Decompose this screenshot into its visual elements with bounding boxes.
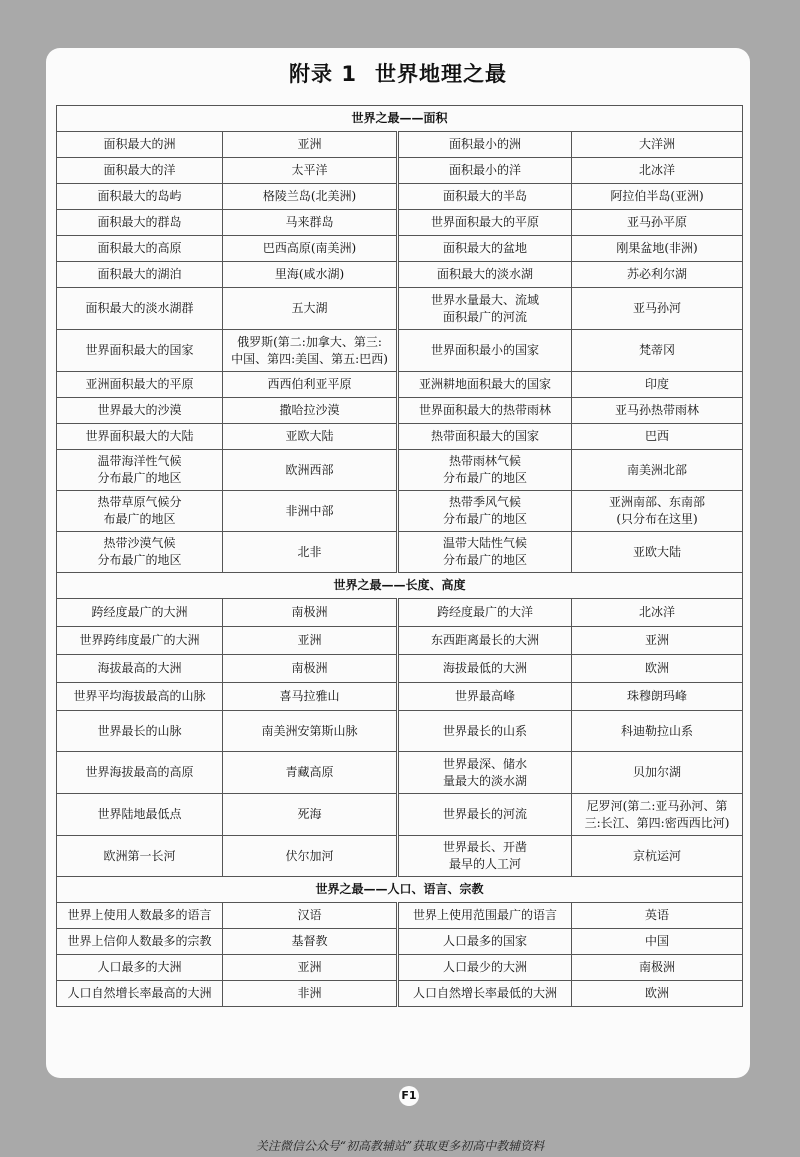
- record-label-cell: 面积最大的洲: [57, 132, 223, 158]
- table-row: [57, 398, 743, 424]
- record-label-cell: 面积最大的群岛: [57, 210, 223, 236]
- record-value-cell: 亚洲南部、东南部 (只分布在这里): [572, 491, 743, 532]
- record-label-cell: 世界最长的山脉: [57, 711, 223, 752]
- record-value-cell: 南美洲北部: [572, 450, 743, 491]
- record-value-cell: 太平洋: [223, 158, 398, 184]
- record-value-cell: 里海(咸水湖): [223, 262, 398, 288]
- record-label-cell: 世界水量最大、流域 面积最广的河流: [398, 288, 572, 330]
- record-label-cell: 面积最大的洋: [57, 158, 223, 184]
- record-value-cell: 亚欧大陆: [223, 424, 398, 450]
- table-row: [57, 184, 743, 210]
- table-row: [57, 683, 743, 711]
- record-label-cell: 面积最大的岛屿: [57, 184, 223, 210]
- record-value-cell: 亚马孙河: [572, 288, 743, 330]
- record-value-cell: 巴西高原(南美洲): [223, 236, 398, 262]
- record-value-cell: 北冰洋: [572, 158, 743, 184]
- table-row: [57, 599, 743, 627]
- record-value-cell: 英语: [572, 903, 743, 929]
- record-label-cell: 世界面积最小的国家: [398, 330, 572, 372]
- record-value-cell: 亚洲: [572, 627, 743, 655]
- table-row: [57, 752, 743, 794]
- record-label-cell: 世界最高峰: [398, 683, 572, 711]
- record-label-cell: 面积最大的盆地: [398, 236, 572, 262]
- record-label-cell: 热带面积最大的国家: [398, 424, 572, 450]
- record-value-cell: 苏必利尔湖: [572, 262, 743, 288]
- table-row: [57, 158, 743, 184]
- record-value-cell: 贝加尔湖: [572, 752, 743, 794]
- record-value-cell: 北冰洋: [572, 599, 743, 627]
- table-row: [57, 132, 743, 158]
- record-value-cell: 欧洲西部: [223, 450, 398, 491]
- record-label-cell: 人口最少的大洲: [398, 955, 572, 981]
- record-label-cell: 人口最多的国家: [398, 929, 572, 955]
- title-main: 世界地理之最: [374, 62, 507, 86]
- table-row: [57, 532, 743, 573]
- record-value-cell: 汉语: [223, 903, 398, 929]
- record-label-cell: 世界跨纬度最广的大洲: [57, 627, 223, 655]
- record-label-cell: 世界上使用范围最广的语言: [398, 903, 572, 929]
- record-label-cell: 欧洲第一长河: [57, 836, 223, 877]
- table-row: [57, 794, 743, 836]
- record-label-cell: 世界最深、储水 量最大的淡水湖: [398, 752, 572, 794]
- table-row: [57, 491, 743, 532]
- geography-records-table: [56, 105, 743, 1007]
- table-row: [57, 330, 743, 372]
- record-value-cell: 中国: [572, 929, 743, 955]
- record-label-cell: 亚洲耕地面积最大的国家: [398, 372, 572, 398]
- record-label-cell: 面积最大的淡水湖群: [57, 288, 223, 330]
- section-header-row: [57, 877, 743, 903]
- record-label-cell: 热带季风气候 分布最广的地区: [398, 491, 572, 532]
- record-label-cell: 面积最小的洋: [398, 158, 572, 184]
- table-row: [57, 288, 743, 330]
- record-value-cell: 非洲中部: [223, 491, 398, 532]
- record-label-cell: 世界面积最大的国家: [57, 330, 223, 372]
- record-value-cell: 京杭运河: [572, 836, 743, 877]
- table-row: [57, 903, 743, 929]
- record-label-cell: 世界最长、开凿 最早的人工河: [398, 836, 572, 877]
- record-value-cell: 刚果盆地(非洲): [572, 236, 743, 262]
- record-label-cell: 世界最长的山系: [398, 711, 572, 752]
- record-label-cell: 世界陆地最低点: [57, 794, 223, 836]
- record-value-cell: 喜马拉雅山: [223, 683, 398, 711]
- section-heading: 世界之最——面积: [57, 106, 743, 132]
- record-value-cell: 亚洲: [223, 955, 398, 981]
- section-heading: 世界之最——长度、高度: [57, 573, 743, 599]
- record-label-cell: 面积最小的洲: [398, 132, 572, 158]
- record-value-cell: 青藏高原: [223, 752, 398, 794]
- record-value-cell: 非洲: [223, 981, 398, 1007]
- record-label-cell: 人口自然增长率最低的大洲: [398, 981, 572, 1007]
- record-label-cell: 面积最大的高原: [57, 236, 223, 262]
- record-value-cell: 阿拉伯半岛(亚洲): [572, 184, 743, 210]
- record-value-cell: 亚洲: [223, 132, 398, 158]
- record-label-cell: 面积最大的湖泊: [57, 262, 223, 288]
- record-value-cell: 亚马孙热带雨林: [572, 398, 743, 424]
- record-label-cell: 世界上使用人数最多的语言: [57, 903, 223, 929]
- record-value-cell: 珠穆朗玛峰: [572, 683, 743, 711]
- record-value-cell: 梵蒂冈: [572, 330, 743, 372]
- record-value-cell: 南极洲: [572, 955, 743, 981]
- table-row: [57, 981, 743, 1007]
- table-row: [57, 711, 743, 752]
- record-value-cell: 亚欧大陆: [572, 532, 743, 573]
- table-row: [57, 627, 743, 655]
- record-value-cell: 印度: [572, 372, 743, 398]
- record-label-cell: 世界上信仰人数最多的宗教: [57, 929, 223, 955]
- record-value-cell: 尼罗河(第二:亚马孙河、第 三:长江、第四:密西西比河): [572, 794, 743, 836]
- record-value-cell: 伏尔加河: [223, 836, 398, 877]
- record-label-cell: 热带沙漠气候 分布最广的地区: [57, 532, 223, 573]
- section-heading: 世界之最——人口、语言、宗教: [57, 877, 743, 903]
- record-value-cell: 死海: [223, 794, 398, 836]
- table-row: [57, 236, 743, 262]
- table-row: [57, 955, 743, 981]
- record-value-cell: 亚马孙平原: [572, 210, 743, 236]
- table-row: [57, 655, 743, 683]
- record-label-cell: 东西距离最长的大洲: [398, 627, 572, 655]
- record-label-cell: 温带大陆性气候 分布最广的地区: [398, 532, 572, 573]
- record-value-cell: 欧洲: [572, 655, 743, 683]
- record-label-cell: 人口最多的大洲: [57, 955, 223, 981]
- record-label-cell: 世界面积最大的大陆: [57, 424, 223, 450]
- section-header-row: [57, 573, 743, 599]
- record-label-cell: 世界最长的河流: [398, 794, 572, 836]
- record-value-cell: 亚洲: [223, 627, 398, 655]
- record-value-cell: 马来群岛: [223, 210, 398, 236]
- title-prefix: 附录 1: [289, 62, 357, 86]
- record-label-cell: 世界面积最大的热带雨林: [398, 398, 572, 424]
- record-label-cell: 亚洲面积最大的平原: [57, 372, 223, 398]
- record-value-cell: 北非: [223, 532, 398, 573]
- page-number: F1: [399, 1086, 419, 1106]
- record-value-cell: 西西伯利亚平原: [223, 372, 398, 398]
- record-label-cell: 跨经度最广的大洋: [398, 599, 572, 627]
- table-row: [57, 424, 743, 450]
- record-value-cell: 撒哈拉沙漠: [223, 398, 398, 424]
- table-row: [57, 262, 743, 288]
- record-label-cell: 热带草原气候分 布最广的地区: [57, 491, 223, 532]
- table-row: [57, 210, 743, 236]
- record-label-cell: 世界最大的沙漠: [57, 398, 223, 424]
- record-value-cell: 五大湖: [223, 288, 398, 330]
- record-label-cell: 世界平均海拔最高的山脉: [57, 683, 223, 711]
- record-label-cell: 面积最大的淡水湖: [398, 262, 572, 288]
- record-label-cell: 面积最大的半岛: [398, 184, 572, 210]
- page-sheet: [46, 48, 750, 1078]
- record-label-cell: 人口自然增长率最高的大洲: [57, 981, 223, 1007]
- record-value-cell: 欧洲: [572, 981, 743, 1007]
- table-row: [57, 372, 743, 398]
- record-label-cell: 世界面积最大的平原: [398, 210, 572, 236]
- record-value-cell: 南美洲安第斯山脉: [223, 711, 398, 752]
- page-title: [46, 58, 750, 88]
- record-label-cell: 跨经度最广的大洲: [57, 599, 223, 627]
- table-row: [57, 450, 743, 491]
- table-row: [57, 929, 743, 955]
- record-value-cell: 大洋洲: [572, 132, 743, 158]
- record-value-cell: 南极洲: [223, 655, 398, 683]
- table-row: [57, 836, 743, 877]
- record-value-cell: 基督教: [223, 929, 398, 955]
- record-label-cell: 世界海拔最高的高原: [57, 752, 223, 794]
- record-label-cell: 温带海洋性气候 分布最广的地区: [57, 450, 223, 491]
- record-label-cell: 热带雨林气候 分布最广的地区: [398, 450, 572, 491]
- record-label-cell: 海拔最低的大洲: [398, 655, 572, 683]
- record-label-cell: 海拔最高的大洲: [57, 655, 223, 683]
- section-header-row: [57, 106, 743, 132]
- record-value-cell: 格陵兰岛(北美洲): [223, 184, 398, 210]
- record-value-cell: 南极洲: [223, 599, 398, 627]
- record-value-cell: 俄罗斯(第二:加拿大、第三: 中国、第四:美国、第五:巴西): [223, 330, 398, 372]
- record-value-cell: 科迪勒拉山系: [572, 711, 743, 752]
- footer-watermark: 关注微信公众号“初高教辅站”获取更多初高中教辅资料: [255, 1139, 545, 1153]
- record-value-cell: 巴西: [572, 424, 743, 450]
